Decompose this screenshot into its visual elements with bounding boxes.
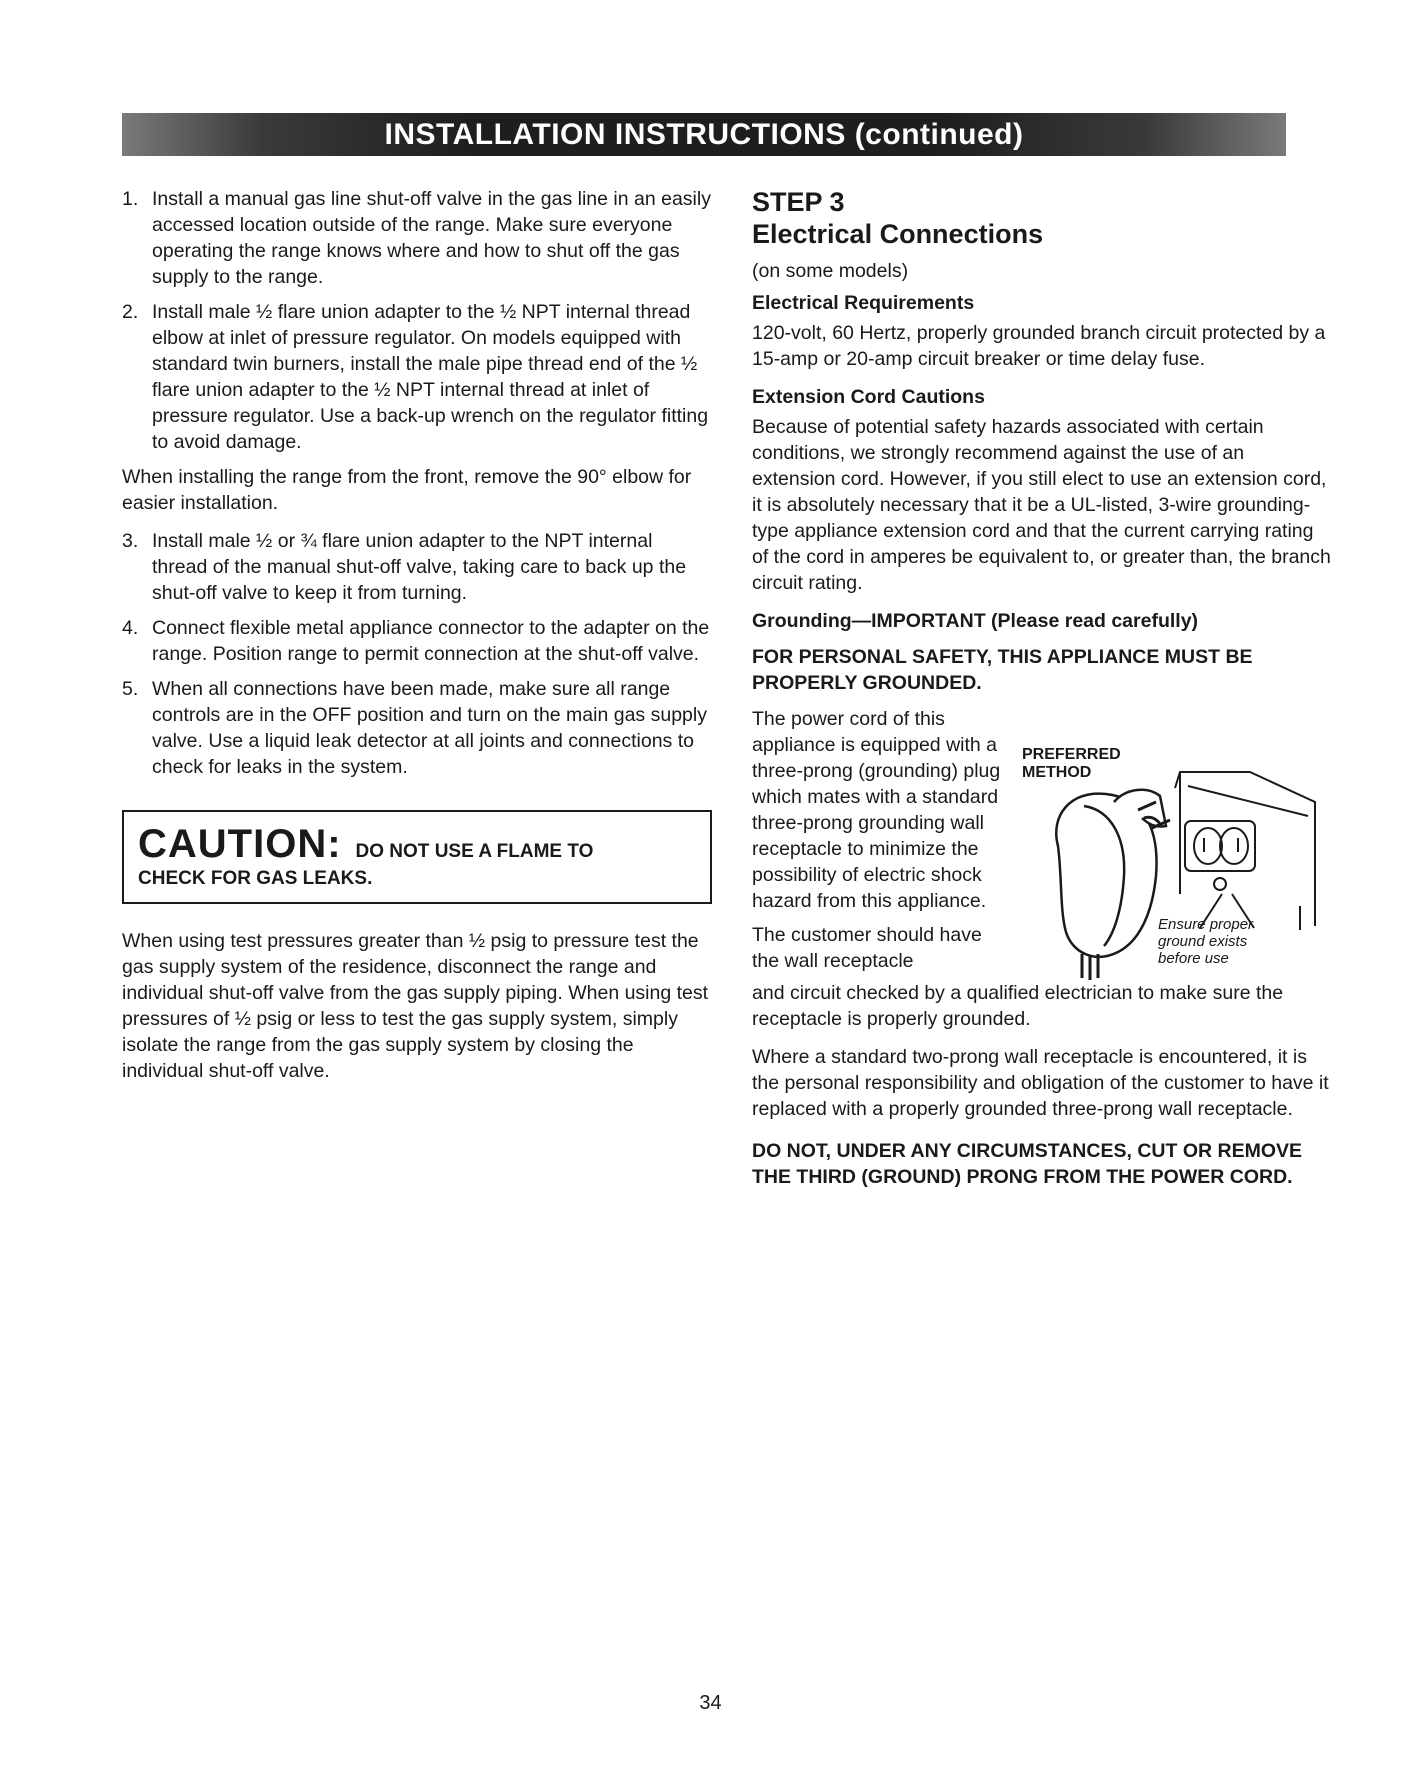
list-item (122, 676, 712, 780)
electrical-requirements-heading: Electrical Requirements (752, 292, 975, 314)
do-not-cut-warning: DO NOT, UNDER ANY CIRCUMSTANCES, CUT OR REMOVE THE THIRD (GROUND) PRONG FROM THE POWER CORD. (752, 1140, 1302, 1188)
ground-caption: Ensure proper ground exists before use (1158, 916, 1254, 967)
section-title: INSTALLATION INSTRUCTIONS (continued) (384, 117, 1024, 151)
step-number: 4. (122, 617, 139, 639)
step-text: Connect flexible metal appliance connector to the adapter on the range. Position range to permit connection at the shut-off valve. (152, 617, 710, 665)
step-text: Install male ½ flare union adapter to the ½ NPT internal thread elbow at inlet of pressure regulator. On models equipped with standard twin burners, install the male pipe thread end of the ½ flare union adapter to the ½ NPT internal thread at inlet of pressure regulator. Use a back-up wrench on the regulator fitting to avoid damage. (152, 301, 709, 453)
install-steps-list-continued (122, 528, 712, 780)
electrical-requirements-text: 120-volt, 60 Hertz, properly grounded branch circuit protected by a 15-amp or 20-amp circuit breaker or time delay fuse. (752, 322, 1326, 370)
preferred-method-label: PREFERRED METHOD (1022, 746, 1121, 781)
caution-text-line1: DO NOT USE A FLAME TO (355, 841, 594, 862)
step-text: Install male ½ or ¾ flare union adapter to the NPT internal thread of the manual shut-off valve, taking care to back up the shut-off valve to keep it from turning. (152, 530, 687, 604)
right-column (752, 186, 1332, 1200)
electrical-connections-heading: Electrical Connections (752, 219, 1044, 249)
elbow-note: When installing the range from the front, remove the 90° elbow for easier installation. (122, 466, 692, 514)
two-prong-paragraph: Where a standard two-prong wall receptacle is encountered, it is the personal responsibility and obligation of the customer to have it replaced with a properly grounded three-prong wall receptacle. (752, 1046, 1329, 1120)
models-note: (on some models) (752, 260, 909, 282)
customer-paragraph-start: The customer should have the wall receptacle (752, 924, 982, 972)
list-item (122, 528, 712, 606)
section-header-banner (122, 113, 1286, 156)
step-number: 3. (122, 530, 139, 552)
customer-paragraph-end: and circuit checked by a qualified electrician to make sure the receptacle is properly grounded. (752, 982, 1284, 1030)
grounding-figure (1010, 706, 1332, 1016)
grounding-section (752, 706, 1332, 1046)
test-pressure-paragraph: When using test pressures greater than ½ psig to pressure test the gas supply system of the residence, disconnect the range and individual shut-off valve from the gas supply piping. When using test pressures of ½ psig or less to test the gas supply system, simply isolate the range from the gas supply system by closing the individual shut-off valve. (122, 930, 709, 1082)
caution-box (122, 810, 712, 904)
extension-cord-heading: Extension Cord Cautions (752, 386, 985, 408)
caution-label: CAUTION: (138, 822, 342, 866)
page-number: 34 (699, 1692, 722, 1714)
step-text: When all connections have been made, make sure all range controls are in the OFF position and turn on the main gas supply valve. Use a liquid leak detector at all joints and connections to check for leaks in the system. (152, 678, 707, 778)
install-steps-list (122, 186, 712, 455)
grounding-heading: Grounding—IMPORTANT (Please read carefully) (752, 610, 1199, 632)
list-item (122, 615, 712, 667)
extension-cord-text: Because of potential safety hazards associated with certain conditions, we strongly recommend against the use of an extension cord. However, if you still elect to use an extension cord, it is absolutely necessary that it be a UL-listed, 3-wire grounding-type appliance extension cord and that the current carrying rating of the cord in amperes be equivalent to, or greater than, the branch circuit rating. (752, 416, 1331, 594)
step-heading: STEP 3 (752, 187, 845, 217)
safety-warning: FOR PERSONAL SAFETY, THIS APPLIANCE MUST BE PROPERLY GROUNDED. (752, 646, 1253, 694)
list-item (122, 186, 712, 290)
caution-text-line2: CHECK FOR GAS LEAKS. (138, 868, 373, 889)
left-column (122, 186, 712, 1096)
step-text: Install a manual gas line shut-off valve in the gas line in an easily accessed location outside of the range. Make sure everyone operating the range knows where and how to shut off the gas supply to the range. (152, 188, 711, 288)
step-number: 5. (122, 678, 139, 700)
step-number: 2. (122, 301, 139, 323)
list-item (122, 299, 712, 455)
grounding-paragraph: The power cord of this appliance is equipped with a three-prong (grounding) plug which mates with a standard three-prong grounding wall receptacle to minimize the possibility of electric shock hazard from this appliance. (752, 708, 1001, 912)
step-number: 1. (122, 188, 139, 210)
